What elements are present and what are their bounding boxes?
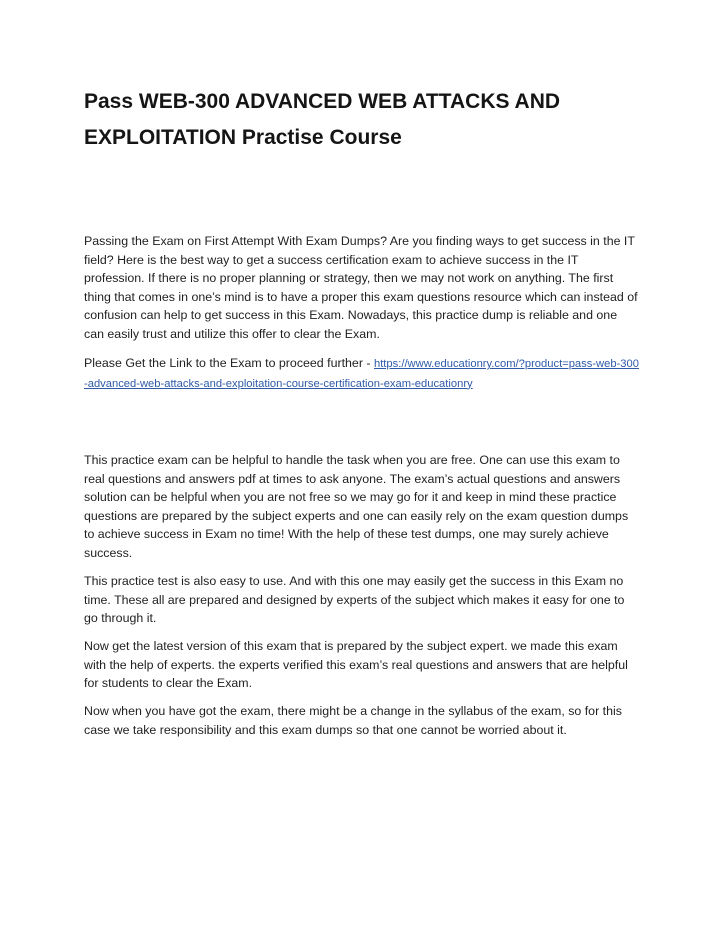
paragraph-practice-exam: This practice exam can be helpful to handle the task when you are free. One can use this exam to real questions and answers pdf at times to ask anyone. The exam’s actual questions and answers solution can be helpful when you are not free so we may go for it and keep in mind these practice questions are prepared by the subject experts and one can easily rely on the exam question dumps to achieve success in Exam no time! With the help of these test dumps, one may surely achieve success. — [84, 453, 629, 560]
paragraph-latest-version: Now get the latest version of this exam that is prepared by the subject expert. we made this exam with the help of experts. the experts verified this exam’s real questions and answers that are helpful for students to clear the Exam. — [84, 639, 628, 691]
paragraph-link — [84, 354, 639, 393]
document-title: Pass WEB-300 ADVANCED WEB ATTACKS AND EXPLOITATION Practise Course — [84, 90, 561, 149]
link-prefix-text: Please Get the Link to the Exam to proceed further - — [84, 356, 374, 370]
paragraph-practice-test: This practice test is also easy to use. And with this one may easily get the success in this Exam no time. These all are prepared and designed by experts of the subject which makes it easy for one to go through it. — [84, 574, 625, 626]
paragraph-intro: Passing the Exam on First Attempt With Exam Dumps? Are you finding ways to get success in the IT field? Here is the best way to get a success certification exam to achieve success in the IT profession. If there is no proper planning or strategy, then we may not work on anything. The first thing that comes in one’s mind is to have a proper this exam questions resource which can instead of confusion can help to get success in this Exam. Nowadays, this practice dump is reliable and one can easily trust and utilize this offer to clear the Exam. — [84, 234, 638, 341]
exam-link[interactable]: https://www.educationry.com/?product=pass-web-300-advanced-web-attacks-and-exploitation-course-certification-exam-educationry — [84, 358, 639, 390]
paragraph-syllabus: Now when you have got the exam, there might be a change in the syllabus of the exam, so for this case we take responsibility and this exam dumps so that one cannot be worried about it. — [84, 704, 622, 737]
